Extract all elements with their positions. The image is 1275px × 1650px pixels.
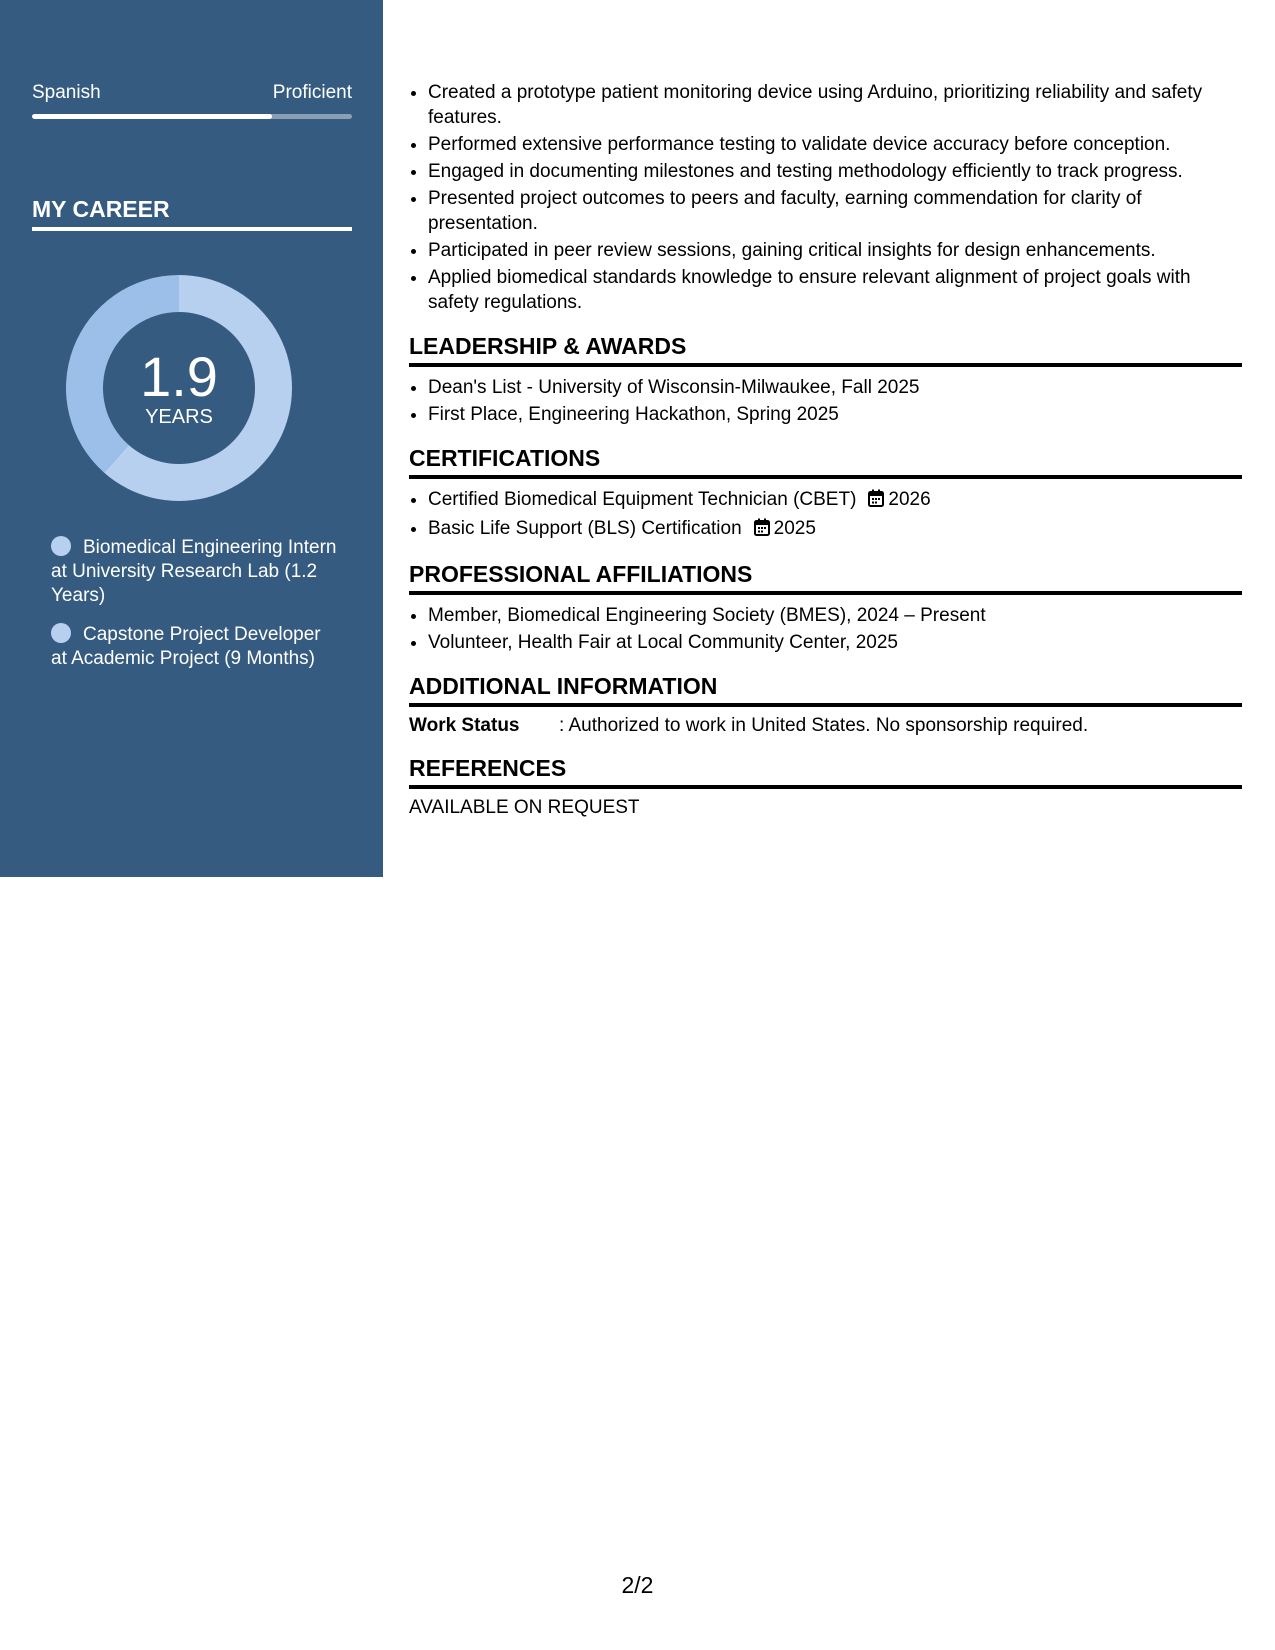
list-item: • Dean's List - University of Wisconsin-Milwaukee, Fall 2025 bbox=[428, 375, 1242, 400]
language-row bbox=[32, 82, 352, 104]
list-item: • Presented project outcomes to peers and faculty, earning commendation for clarity of presentation. bbox=[428, 186, 1242, 236]
sidebar bbox=[0, 0, 383, 877]
leadership-list bbox=[409, 375, 1242, 427]
list-item bbox=[428, 516, 1242, 543]
certification-name: Basic Life Support (BLS) Certification bbox=[428, 518, 742, 539]
certification-name: Certified Biomedical Equipment Technician (CBET) bbox=[428, 489, 857, 510]
affiliations-section-title: PROFESSIONAL AFFILIATIONS bbox=[409, 561, 1242, 595]
career-item-text: Capstone Project Developer at Academic Project (9 Months) bbox=[51, 624, 321, 669]
list-item: • Member, Biomedical Engineering Society (BMES), 2024 – Present bbox=[428, 603, 1242, 628]
list-item: • Participated in peer review sessions, gaining critical insights for design enhancements. bbox=[428, 238, 1242, 263]
list-item: • Applied biomedical standards knowledge to ensure relevant alignment of project goals with safety regulations. bbox=[428, 265, 1242, 315]
work-status-row bbox=[409, 715, 1242, 737]
additional-info-section-title: ADDITIONAL INFORMATION bbox=[409, 673, 1242, 707]
career-item-text: Biomedical Engineering Intern at University Research Lab (1.2 Years) bbox=[51, 537, 337, 606]
list-item: • First Place, Engineering Hackathon, Spring 2025 bbox=[428, 402, 1242, 427]
certifications-list bbox=[409, 487, 1242, 543]
language-name: Spanish bbox=[32, 82, 101, 103]
certification-year: 2026 bbox=[888, 489, 931, 510]
experience-bullet-list bbox=[409, 80, 1242, 315]
language-proficiency-bar bbox=[32, 114, 352, 119]
career-total-unit: YEARS bbox=[145, 405, 213, 428]
list-item: • Engaged in documenting milestones and testing methodology efficiently to track progress. bbox=[428, 159, 1242, 184]
list-item: • Volunteer, Health Fair at Local Community Center, 2025 bbox=[428, 630, 1242, 655]
certifications-section-title: CERTIFICATIONS bbox=[409, 445, 1242, 479]
career-legend-dot bbox=[51, 623, 71, 643]
work-status-value: : Authorized to work in United States. No sponsorship required. bbox=[559, 715, 1089, 736]
calendar-icon bbox=[754, 518, 770, 543]
work-status-label: Work Status bbox=[409, 715, 520, 736]
leadership-section-title: LEADERSHIP & AWARDS bbox=[409, 333, 1242, 367]
references-text: AVAILABLE ON REQUEST bbox=[409, 797, 640, 818]
career-total-value: 1.9 bbox=[140, 344, 218, 408]
list-item bbox=[428, 487, 1242, 514]
calendar-icon bbox=[868, 489, 884, 514]
references-section-title: REFERENCES bbox=[409, 755, 1242, 789]
career-section-title: MY CAREER bbox=[32, 196, 352, 231]
career-donut-center bbox=[66, 275, 292, 501]
main-content bbox=[409, 80, 1242, 819]
page-number: 2/2 bbox=[621, 1572, 654, 1598]
certification-year: 2025 bbox=[773, 518, 816, 539]
affiliations-list bbox=[409, 603, 1242, 655]
career-item bbox=[51, 623, 341, 671]
language-level: Proficient bbox=[272, 82, 352, 103]
career-legend-dot bbox=[51, 536, 71, 556]
career-item bbox=[51, 536, 341, 608]
list-item: • Performed extensive performance testing to validate device accuracy before conception. bbox=[428, 132, 1242, 157]
list-item: • Created a prototype patient monitoring device using Arduino, prioritizing reliability and safety features. bbox=[428, 80, 1242, 130]
language-proficiency-fill bbox=[32, 114, 272, 119]
